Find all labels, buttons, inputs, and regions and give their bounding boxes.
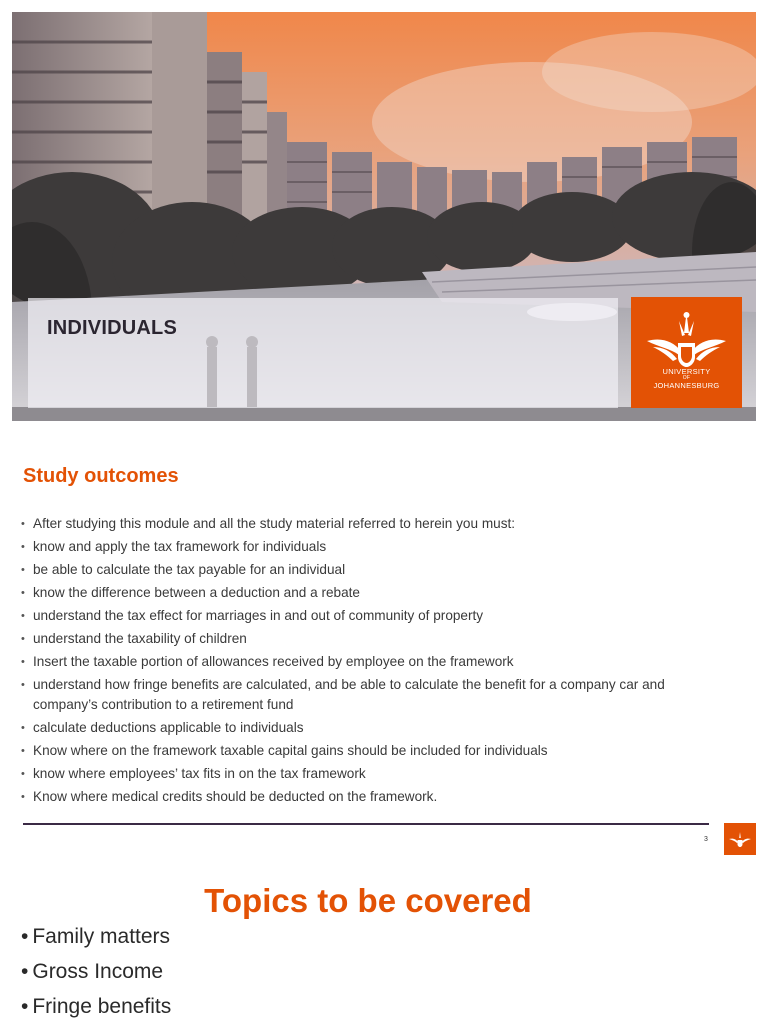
university-logo — [631, 297, 742, 408]
logo-line-johannesburg: JOHANNESBURG — [653, 381, 720, 390]
list-item: • be able to calculate the tax payable for an individual — [21, 560, 721, 580]
cover-slide — [12, 12, 756, 421]
list-item: • After studying this module and all the study material referred to herein you must: — [21, 514, 721, 534]
list-item: • know and apply the tax framework for individuals — [21, 537, 721, 557]
mini-logo — [724, 823, 756, 855]
list-item: • know the difference between a deduction and a rebate — [21, 583, 721, 603]
list-item: • Gross Income — [21, 956, 171, 991]
uj-crest-icon — [643, 307, 730, 369]
page-number: 3 — [704, 836, 708, 843]
uj-crest-small-icon — [728, 830, 752, 848]
outcomes-heading: Study outcomes — [23, 465, 179, 487]
logo-line-university: UNIVERSITY — [662, 367, 711, 376]
slide-divider — [23, 823, 709, 825]
outcomes-list — [21, 514, 721, 810]
list-item: • calculate deductions applicable to individuals — [21, 718, 721, 738]
list-item: • Family matters — [21, 921, 171, 956]
list-item: • understand the taxability of children — [21, 629, 721, 649]
list-item: • know where employees’ tax fits in on the tax framework — [21, 764, 721, 784]
topics-list — [21, 921, 171, 1026]
list-item: • Insert the taxable portion of allowances received by employee on the framework — [21, 652, 721, 672]
logo-line-of: OF — [682, 375, 691, 381]
topics-heading: Topics to be covered — [204, 882, 532, 919]
list-item: • understand the tax effect for marriages in and out of community of property — [21, 606, 721, 626]
list-item: • Know where medical credits should be deducted on the framework. — [21, 787, 721, 807]
title-band — [28, 298, 618, 408]
list-item: • Know where on the framework taxable capital gains should be included for individuals — [21, 741, 721, 761]
list-item: • understand how fringe benefits are calculated, and be able to calculate the benefit for a company car and company’s contribution to a retirement fund — [21, 675, 721, 715]
cover-title: INDIVIDUALS — [47, 317, 177, 339]
list-item: • Fringe benefits — [21, 991, 171, 1026]
